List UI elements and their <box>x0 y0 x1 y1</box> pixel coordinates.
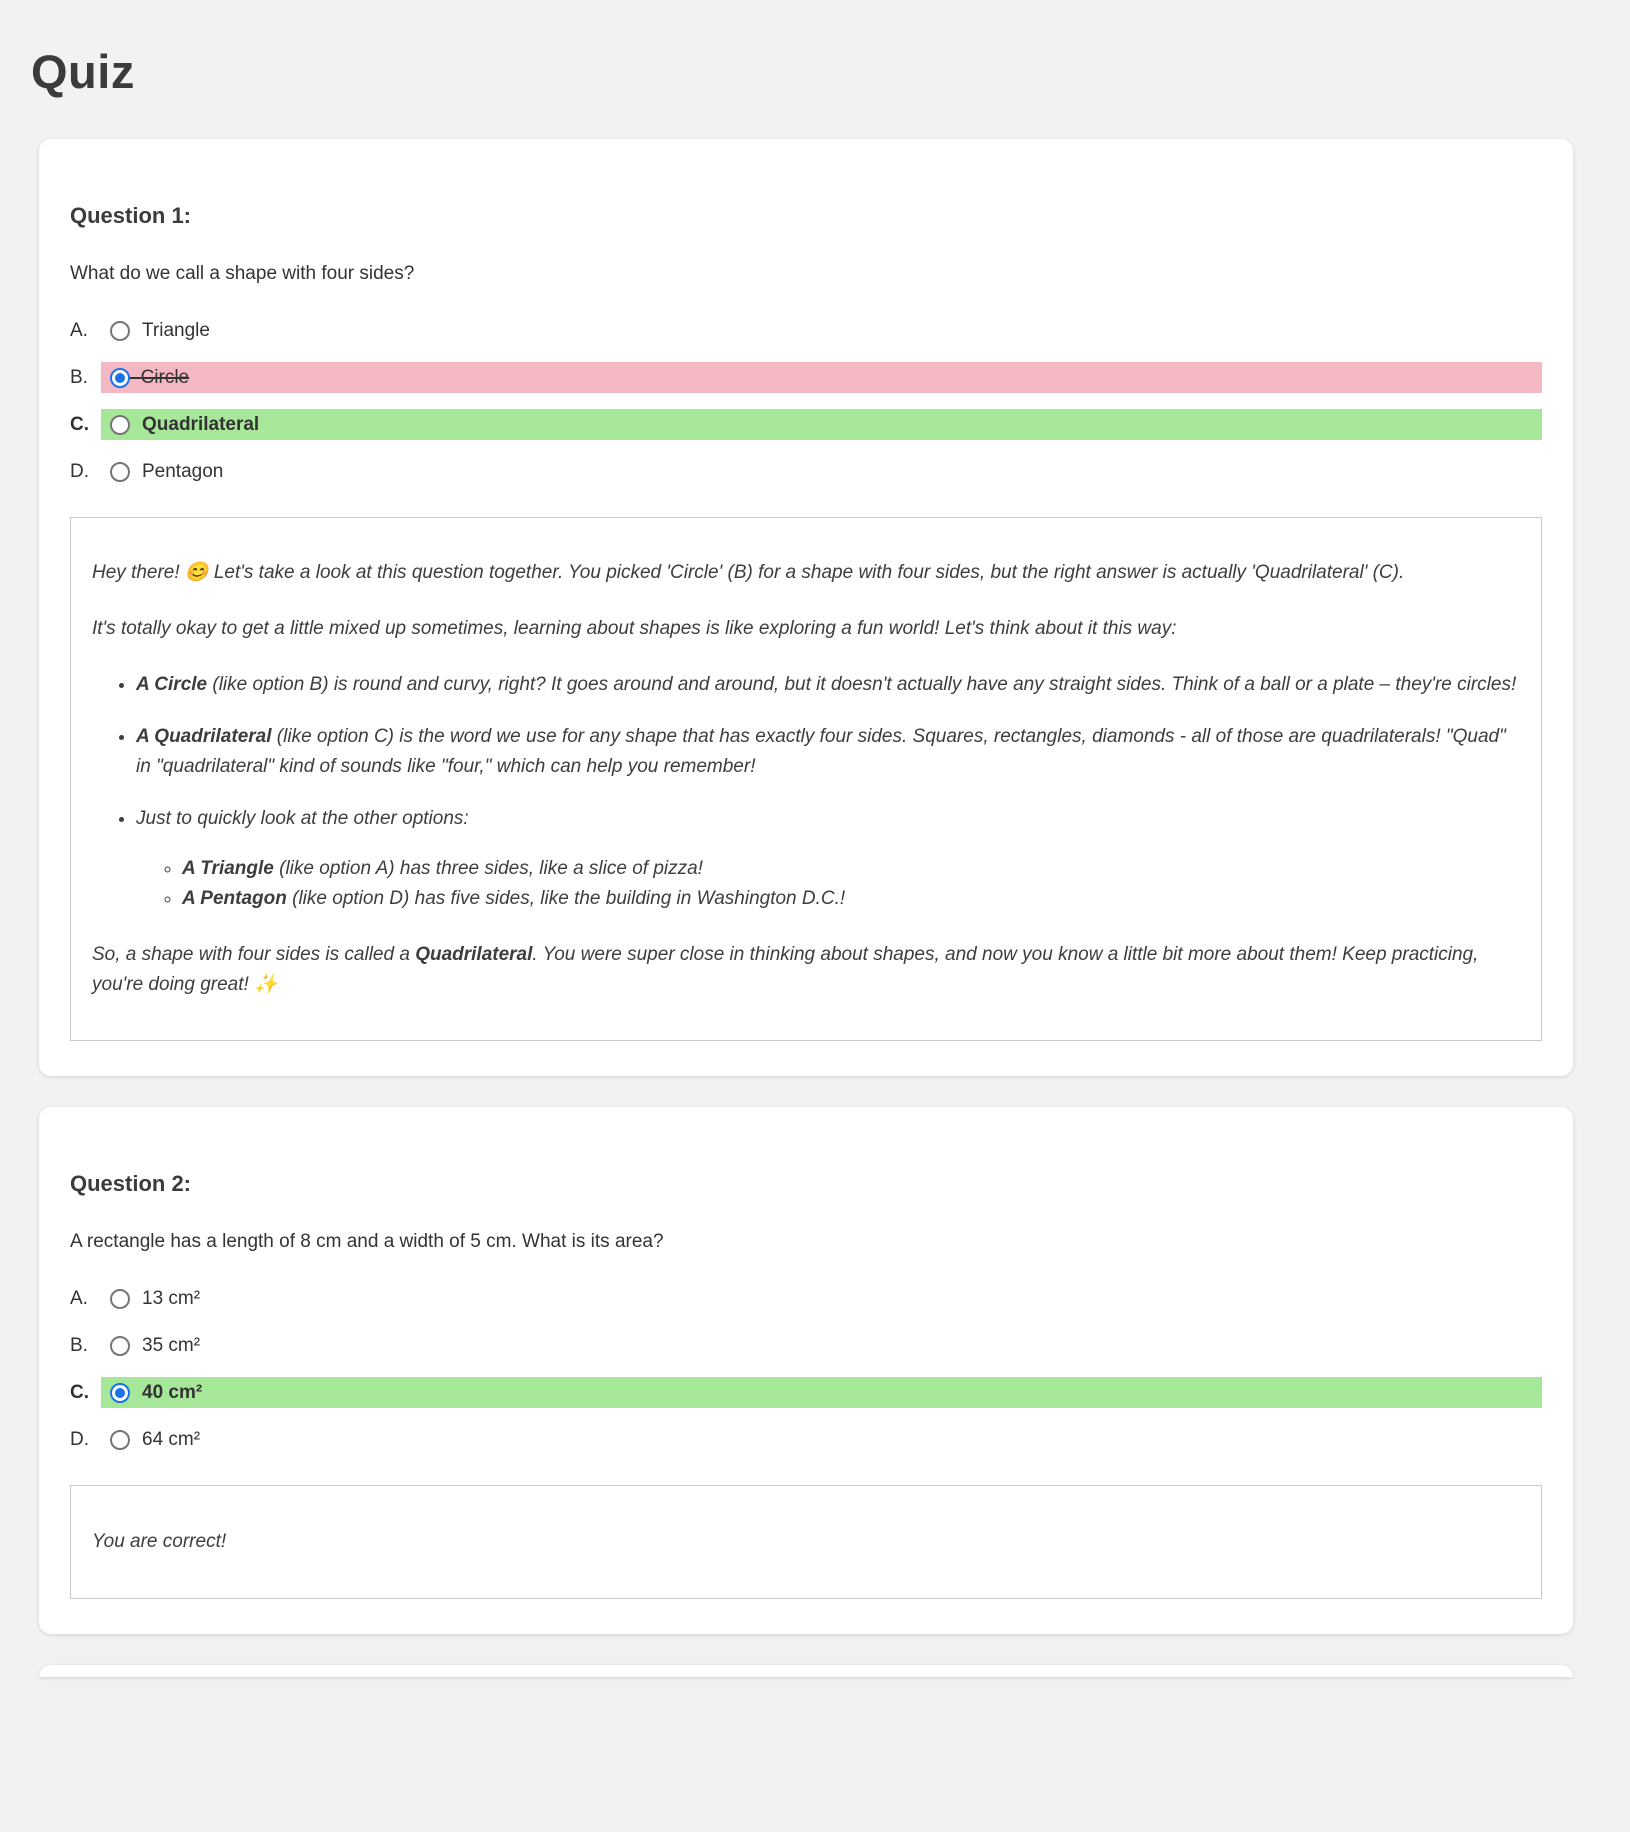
radio-button[interactable] <box>110 415 130 435</box>
option-label: 13 cm² <box>142 1287 201 1309</box>
option-letter: D. <box>70 461 89 482</box>
feedback-box <box>70 1485 1542 1599</box>
explanation-sub-list <box>136 854 1520 914</box>
question-1-option-d[interactable] <box>70 456 1542 487</box>
bullet-rest: (like option C) is the word we use for any shape that has exactly four sides. Squares, rectangles, diamonds - all of those are quadrilaterals! "Quad" in "quadrilateral" kind of sounds like "four," which can help you remember! <box>136 726 1506 777</box>
bullet-rest: (like option B) is round and curvy, right? It goes around and around, but it doesn't actually have any straight sides. Think of a ball or a plate – they're circles! <box>207 674 1517 695</box>
option-letter: D. <box>70 1429 89 1450</box>
incorrect-selected-highlight <box>101 362 1542 393</box>
option-letter: C. <box>70 1382 89 1403</box>
option-letter: A. <box>70 1288 88 1309</box>
question-2-text: A rectangle has a length of 8 cm and a width of 5 cm. What is its area? <box>70 1231 664 1252</box>
option-label-strikethrough: Circle <box>140 366 190 388</box>
bullet-item <box>136 670 1520 700</box>
option-letter: B. <box>70 367 88 388</box>
option-label: 64 cm² <box>142 1428 201 1450</box>
radio-button[interactable] <box>110 1289 130 1309</box>
option-label: 35 cm² <box>142 1334 201 1356</box>
sub-bullet-item <box>182 884 1520 914</box>
question-1-option-a[interactable] <box>70 315 1542 346</box>
radio-button[interactable] <box>110 462 130 482</box>
bullet-item <box>136 722 1520 782</box>
question-1-card <box>39 139 1573 1076</box>
page-title: Quiz <box>31 45 135 98</box>
correct-answer-highlight <box>101 409 1542 440</box>
option-label: Triangle <box>142 319 210 341</box>
option-label: Pentagon <box>142 460 224 482</box>
closing-bold-word: Quadrilateral <box>415 944 533 965</box>
quiz-card-list <box>39 139 1573 1677</box>
explanation-box <box>70 517 1542 1041</box>
bullet-rest: (like option D) has five sides, like the building in Washington D.C.! <box>286 888 846 909</box>
bullet-rest: Just to quickly look at the other options: <box>136 808 469 829</box>
radio-button[interactable] <box>110 1430 130 1450</box>
radio-button-checked[interactable] <box>110 1383 130 1403</box>
question-1-option-c[interactable] <box>70 409 1542 440</box>
bullet-lead: A Quadrilateral <box>136 726 272 747</box>
question-2-heading: Question 2: <box>70 1171 192 1196</box>
explanation-closing-paragraph <box>92 940 1520 1000</box>
bullet-lead: A Triangle <box>182 858 274 879</box>
option-letter: A. <box>70 320 88 341</box>
question-1-option-b[interactable] <box>70 362 1542 393</box>
option-letter: C. <box>70 414 89 435</box>
option-letter: B. <box>70 1335 88 1356</box>
radio-button[interactable] <box>110 1336 130 1356</box>
question-2-option-d[interactable] <box>70 1424 1542 1455</box>
correct-selected-highlight <box>101 1377 1542 1408</box>
bullet-lead: A Circle <box>136 674 208 695</box>
radio-button[interactable] <box>110 321 130 341</box>
question-1-text: What do we call a shape with four sides? <box>70 263 415 284</box>
explanation-paragraph: Hey there! 😊 Let's take a look at this question together. You picked 'Circle' (B) for a shape with four sides, but the right answer is actually 'Quadrilateral' (C). <box>92 562 1405 583</box>
question-2-card <box>39 1107 1573 1634</box>
sub-bullet-item <box>182 854 1520 884</box>
closing-text: So, a shape with four sides is called a <box>92 944 416 965</box>
option-label: 40 cm² <box>142 1381 203 1403</box>
closing-text: . You were super close in thinking about shapes, and now you know a little bit more about them! Keep practicing, you're doing great! ✨ <box>92 944 1479 995</box>
bullet-lead: A Pentagon <box>182 888 287 909</box>
radio-button-checked[interactable] <box>110 368 130 388</box>
question-1-heading: Question 1: <box>70 203 192 228</box>
question-2-option-c[interactable] <box>70 1377 1542 1408</box>
feedback-text: You are correct! <box>92 1531 227 1552</box>
question-2-option-b[interactable] <box>70 1330 1542 1361</box>
bullet-item <box>136 804 1520 914</box>
explanation-bullet-list <box>92 670 1520 914</box>
option-label: Quadrilateral <box>142 413 260 435</box>
explanation-paragraph: It's totally okay to get a little mixed up sometimes, learning about shapes is like exploring a fun world! Let's think about it this way: <box>92 618 1177 639</box>
question-2-option-a[interactable] <box>70 1283 1542 1314</box>
bullet-rest: (like option A) has three sides, like a slice of pizza! <box>273 858 703 879</box>
question-3-card-partial <box>39 1665 1573 1677</box>
